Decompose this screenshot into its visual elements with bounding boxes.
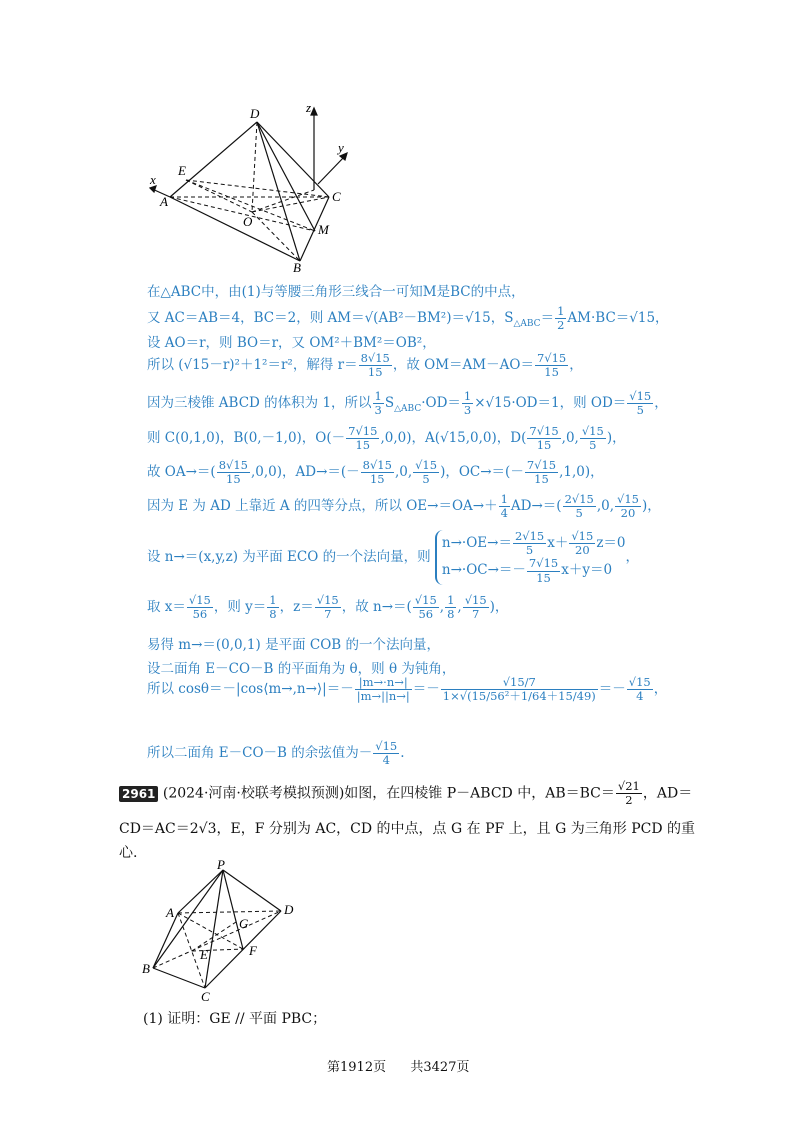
solution-line-6: 则 C(0,1,0)，B(0,－1,0)，O(－ $\frac{7√15}{15}$ ,0,0)，A(√15,0,0)，D( $\frac{7√15}{15}$ ,0, $\frac{√15}{5}$ )， xyxy=(147,424,626,453)
label-P: P xyxy=(217,858,225,872)
solution-line-9: 设 n→＝(x,y,z) 为平面 ECO 的一个法向量，则 n→·OE→＝ $\frac{2√15}{5}$ x＋ $\frac{√15}{20}$ z＝0 n→·OC→＝－ $\frac{7√15}{15}$ x＋y＝0 ， xyxy=(147,529,640,585)
solution-line-8: 因为 E 为 AD 上靠近 A 的四等分点，所以 OE→＝OA→＋ $\frac{1}{4}$ AD→＝( $\frac{2√15}{5}$ ,0, $\frac{√15}{20}$ )， xyxy=(147,492,661,521)
tetrahedron-figure xyxy=(140,100,360,275)
solution-line-12: 设二面角 E－CO－B 的平面角为 θ，则 θ 为钝角， xyxy=(147,661,456,677)
solution-line-3: 设 AO＝r，则 BO＝r，又 OM²＋BM²＝OB²， xyxy=(147,335,436,351)
label-O: O xyxy=(243,214,253,229)
label-C: C xyxy=(332,189,341,204)
label-y: y xyxy=(338,140,344,155)
label-G: G xyxy=(239,916,249,931)
solution-line-10: 取 x＝ $\frac{√15}{56}$ ，则 y＝ $\frac{1}{8}$ ，z＝ $\frac{√15}{7}$ ，故 n→＝( $\frac{√15}{56}$ , $\frac{1}{8}$ , $\frac{√15}{7}$ )， xyxy=(147,593,509,622)
label-M: M xyxy=(318,222,329,237)
pyramid-figure xyxy=(138,858,308,1003)
solution-line-11: 易得 m→＝(0,0,1) 是平面 COB 的一个法向量， xyxy=(147,637,440,653)
problem-line-2: CD＝AC＝2√3，E，F 分别为 AC，CD 的中点，点 G 在 PF 上，且 G 为三角形 PCD 的重 xyxy=(119,821,695,837)
problem-line-1: 2961 (2024·河南·校联考模拟预测)如图，在四棱锥 P－ABCD 中，AB＝BC＝ $\frac{√21}{2}$ ，AD＝ xyxy=(119,780,692,807)
solution-line-5: 因为三棱锥 ABCD 的体积为 1，所以 $\frac{1}{3}$ $S_{\triangle ABC}\cdot OD=$ $\frac{1}{3}$ ×√15·OD＝1，则 OD＝ $\frac{√15}{5}$ ， xyxy=(147,389,668,418)
label-A: A xyxy=(160,194,168,209)
solution-line-4: 所以 (√15－r)²＋1²＝r²，解得 r＝ $\frac{8√15}{15}$ ，故 OM＝AM－AO＝ $\frac{7√15}{15}$ ， xyxy=(147,351,583,380)
label-C2: C xyxy=(201,989,210,1003)
solution-line-14: 所以二面角 E－CO－B 的余弦值为－ $\frac{√15}{4}$ . xyxy=(147,739,405,768)
solution-line-13: 所以 cosθ＝－|cos⟨m→,n→⟩|＝－ $\frac{|m\to\cdot n\to|}{|m\to||n\to|}$ ＝－ $\frac{√15/7}{\text{1×√(15/56²＋1/64＋15/49)}}$ ＝－ $\frac{√15}{4}$ ， xyxy=(147,675,668,704)
page-number: 第1912页 xyxy=(327,1060,387,1075)
solution-line-2: 又 AC＝AB＝4，BC＝2，则 AM＝√(AB²－BM²)＝√15，$S_{\triangle ABC}=$ $\frac{1}{2}$ AM·BC＝√15， xyxy=(147,304,669,333)
problem-line-3: 心. xyxy=(119,845,138,861)
equation-system: n→·OE→＝ $\frac{2√15}{5}$ x＋ $\frac{√15}{20}$ z＝0 n→·OC→＝－ $\frac{7√15}{15}$ x＋y＝0 xyxy=(435,530,626,585)
total-pages: 共3427页 xyxy=(410,1060,470,1075)
label-z: z xyxy=(306,100,312,115)
label-E: E xyxy=(178,163,186,178)
label-A2: A xyxy=(166,905,174,920)
solution-line-7: 故 OA→＝( $\frac{8√15}{15}$ ,0,0)，AD→＝(－ $\frac{8√15}{15}$ ,0, $\frac{√15}{5}$ )，OC→＝(－ $\frac{7√15}{15}$ ,1,0)， xyxy=(147,458,604,487)
label-B2: B xyxy=(142,961,150,976)
label-D: D xyxy=(250,106,260,121)
problem-number-badge: 2961 xyxy=(119,786,158,802)
label-B: B xyxy=(293,260,301,275)
question-1: (1) 证明：GE // 平面 PBC； xyxy=(143,1011,327,1027)
solution-line-1: 在△ABC中，由(1)与等腰三角形三线合一可知M是BC的中点， xyxy=(147,284,525,300)
label-E2: E xyxy=(200,947,208,962)
label-x: x xyxy=(150,172,156,187)
label-F: F xyxy=(249,943,257,958)
page-footer xyxy=(327,1056,469,1075)
label-D2: D xyxy=(284,902,294,917)
